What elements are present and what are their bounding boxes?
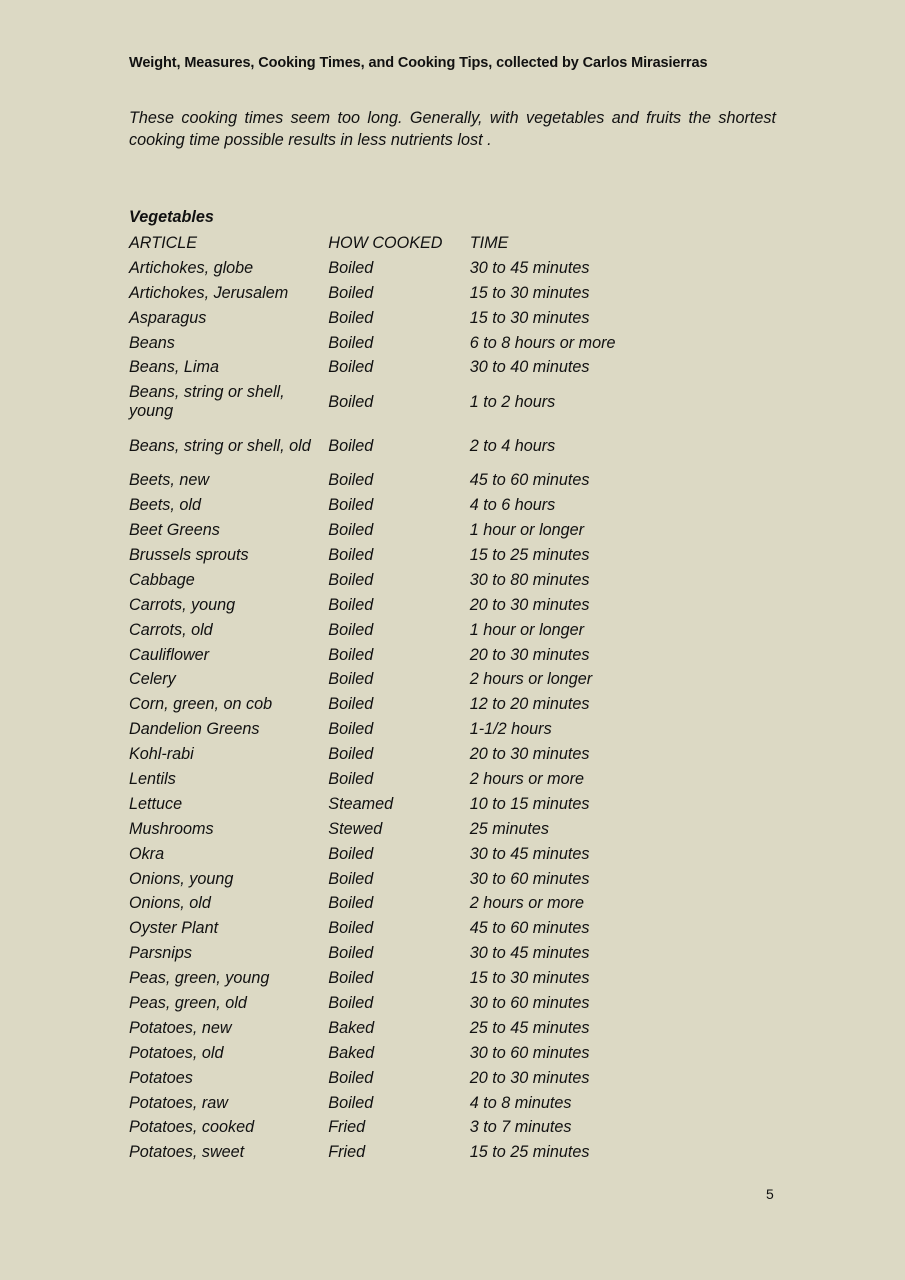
cell-article: Kohl-rabi	[129, 745, 194, 764]
table-row	[129, 1066, 689, 1091]
cell-article: Mushrooms	[129, 819, 214, 838]
cell-how-cooked: Boiled	[328, 769, 374, 788]
cell-article: Artichokes, Jerusalem	[129, 283, 289, 302]
cell-time: 15 to 30 minutes	[469, 969, 590, 988]
cell-article: Peas, green, old	[129, 993, 247, 1012]
cell-time: 3 to 7 minutes	[469, 1118, 572, 1137]
table-row	[129, 593, 689, 618]
table-row	[129, 916, 689, 941]
cell-article: Corn, green, on cob	[129, 695, 273, 714]
cell-how-cooked: Fried	[328, 1118, 366, 1137]
cell-article: Celery	[129, 670, 176, 689]
cell-article: Potatoes, new	[129, 1018, 232, 1037]
cell-article: Beans, string or shell, old	[129, 436, 311, 455]
table-row	[129, 767, 689, 792]
cell-article: Cabbage	[129, 570, 195, 589]
cell-time: 15 to 25 minutes	[469, 1143, 590, 1162]
table-row	[129, 941, 689, 966]
table-row	[129, 1116, 689, 1141]
cell-time: 25 minutes	[469, 819, 549, 838]
cell-how-cooked: Boiled	[328, 944, 374, 963]
page-header: Weight, Measures, Cooking Times, and Cooking Tips, collected by Carlos Mirasierras	[129, 55, 708, 71]
cell-how-cooked: Boiled	[328, 333, 374, 352]
cell-time: 2 hours or more	[469, 769, 585, 788]
table-row	[129, 256, 689, 281]
cell-article: Peas, green, young	[129, 969, 270, 988]
cell-article: Potatoes, old	[129, 1043, 224, 1062]
table-row	[129, 692, 689, 717]
cell-time: 6 to 8 hours or more	[469, 333, 616, 352]
cell-article: Potatoes	[129, 1068, 193, 1087]
cell-how-cooked: Stewed	[328, 819, 383, 838]
table-row	[129, 380, 689, 424]
cell-article: Onions, old	[129, 894, 211, 913]
vegetables-table	[129, 231, 689, 1165]
table-row	[129, 842, 689, 867]
cell-how-cooked: Steamed	[328, 794, 394, 813]
table-row	[129, 518, 689, 543]
cell-article: Asparagus	[129, 308, 207, 327]
cell-article: Beets, old	[129, 496, 201, 515]
table-row	[129, 543, 689, 568]
table-body	[129, 256, 689, 1165]
cell-article: Cauliflower	[129, 645, 210, 664]
cell-how-cooked: Boiled	[328, 993, 374, 1012]
cell-how-cooked: Baked	[328, 1043, 375, 1062]
cell-how-cooked: Boiled	[328, 471, 374, 490]
cell-time: 30 to 60 minutes	[469, 1043, 590, 1062]
table-row	[129, 1140, 689, 1165]
cell-article: Dandelion Greens	[129, 720, 260, 739]
cell-time: 2 hours or longer	[469, 670, 593, 689]
column-header-how-cooked: HOW COOKED	[328, 233, 443, 252]
column-header-article: ARTICLE	[129, 233, 198, 252]
table-row	[129, 306, 689, 331]
cell-article: Oyster Plant	[129, 919, 219, 938]
table-row	[129, 355, 689, 380]
table-row	[129, 468, 689, 493]
cell-article: Potatoes, cooked	[129, 1118, 255, 1137]
table-header-row	[129, 231, 689, 256]
cell-article: Beans, Lima	[129, 358, 219, 377]
cell-how-cooked: Boiled	[328, 645, 374, 664]
cell-time: 12 to 20 minutes	[469, 695, 590, 714]
table-row	[129, 568, 689, 593]
cell-time: 4 to 6 hours	[469, 496, 556, 515]
cell-how-cooked: Boiled	[328, 392, 374, 411]
cell-how-cooked: Boiled	[328, 595, 374, 614]
table-row	[129, 867, 689, 892]
cell-time: 30 to 45 minutes	[469, 258, 590, 277]
cell-how-cooked: Boiled	[328, 283, 374, 302]
cell-how-cooked: Boiled	[328, 894, 374, 913]
cell-time: 2 hours or more	[469, 894, 585, 913]
table-row	[129, 424, 689, 468]
cell-time: 1 hour or longer	[469, 521, 585, 540]
cell-time: 15 to 30 minutes	[469, 283, 590, 302]
cell-article: Brussels sprouts	[129, 545, 249, 564]
cell-how-cooked: Boiled	[328, 695, 374, 714]
cell-how-cooked: Boiled	[328, 358, 374, 377]
cell-time: 10 to 15 minutes	[469, 794, 590, 813]
table-row	[129, 667, 689, 692]
cell-article: Carrots, old	[129, 620, 213, 639]
table-row	[129, 991, 689, 1016]
table-row	[129, 643, 689, 668]
page-number: 5	[766, 1186, 774, 1202]
cell-article: Okra	[129, 844, 165, 863]
cell-how-cooked: Boiled	[328, 308, 374, 327]
cell-time: 15 to 30 minutes	[469, 308, 590, 327]
cell-article: Artichokes, globe	[129, 258, 254, 277]
cell-how-cooked: Boiled	[328, 720, 374, 739]
cell-time: 25 to 45 minutes	[469, 1018, 590, 1037]
cell-article: Potatoes, raw	[129, 1093, 228, 1112]
cell-time: 45 to 60 minutes	[469, 919, 590, 938]
table-row	[129, 817, 689, 842]
cell-how-cooked: Boiled	[328, 570, 374, 589]
cell-article: Beans, string or shell, young	[129, 383, 285, 421]
cell-article: Lettuce	[129, 794, 183, 813]
cell-how-cooked: Boiled	[328, 869, 374, 888]
cell-how-cooked: Boiled	[328, 670, 374, 689]
cell-how-cooked: Boiled	[328, 521, 374, 540]
cell-time: 45 to 60 minutes	[469, 471, 590, 490]
cell-article: Beans	[129, 333, 175, 352]
cell-time: 30 to 45 minutes	[469, 844, 590, 863]
cell-time: 1-1/2 hours	[469, 720, 552, 739]
cell-how-cooked: Fried	[328, 1143, 366, 1162]
cell-how-cooked: Boiled	[328, 745, 374, 764]
cell-time: 30 to 40 minutes	[469, 358, 590, 377]
table-row	[129, 281, 689, 306]
cell-time: 15 to 25 minutes	[469, 545, 590, 564]
cell-time: 2 to 4 hours	[469, 436, 556, 455]
intro-paragraph: These cooking times seem too long. Generally, with vegetables and fruits the shortest cooking time possible results in less nutrients lost .	[129, 109, 776, 149]
cell-how-cooked: Boiled	[328, 969, 374, 988]
table-row	[129, 717, 689, 742]
cell-how-cooked: Boiled	[328, 620, 374, 639]
cell-time: 20 to 30 minutes	[469, 645, 590, 664]
cell-article: Potatoes, sweet	[129, 1143, 245, 1162]
table-row	[129, 966, 689, 991]
table-row	[129, 1091, 689, 1116]
cell-article: Carrots, young	[129, 595, 236, 614]
cell-how-cooked: Boiled	[328, 496, 374, 515]
cell-time: 1 to 2 hours	[469, 392, 556, 411]
cell-how-cooked: Boiled	[328, 1093, 374, 1112]
cell-time: 1 hour or longer	[469, 620, 585, 639]
cell-time: 30 to 60 minutes	[469, 993, 590, 1012]
cell-article: Lentils	[129, 769, 176, 788]
table-row	[129, 792, 689, 817]
table-row	[129, 891, 689, 916]
cell-how-cooked: Boiled	[328, 1068, 374, 1087]
cell-time: 30 to 60 minutes	[469, 869, 590, 888]
cell-time: 20 to 30 minutes	[469, 1068, 590, 1087]
table-row	[129, 1016, 689, 1041]
table-row	[129, 331, 689, 356]
cell-article: Beets, new	[129, 471, 210, 490]
cell-how-cooked: Boiled	[328, 844, 374, 863]
cell-time: 30 to 80 minutes	[469, 570, 590, 589]
cell-article: Beet Greens	[129, 521, 220, 540]
table-row	[129, 742, 689, 767]
cell-time: 4 to 8 minutes	[469, 1093, 572, 1112]
cell-article: Parsnips	[129, 944, 192, 963]
table-row	[129, 493, 689, 518]
cell-time: 30 to 45 minutes	[469, 944, 590, 963]
cell-time: 20 to 30 minutes	[469, 745, 590, 764]
cell-how-cooked: Boiled	[328, 258, 374, 277]
cell-how-cooked: Boiled	[328, 919, 374, 938]
table-row	[129, 618, 689, 643]
cell-time: 20 to 30 minutes	[469, 595, 590, 614]
table-row	[129, 1041, 689, 1066]
cell-how-cooked: Baked	[328, 1018, 375, 1037]
cell-article: Onions, young	[129, 869, 234, 888]
section-title: Vegetables	[129, 208, 214, 226]
cell-how-cooked: Boiled	[328, 545, 374, 564]
column-header-time: TIME	[469, 233, 509, 252]
cell-how-cooked: Boiled	[328, 436, 374, 455]
